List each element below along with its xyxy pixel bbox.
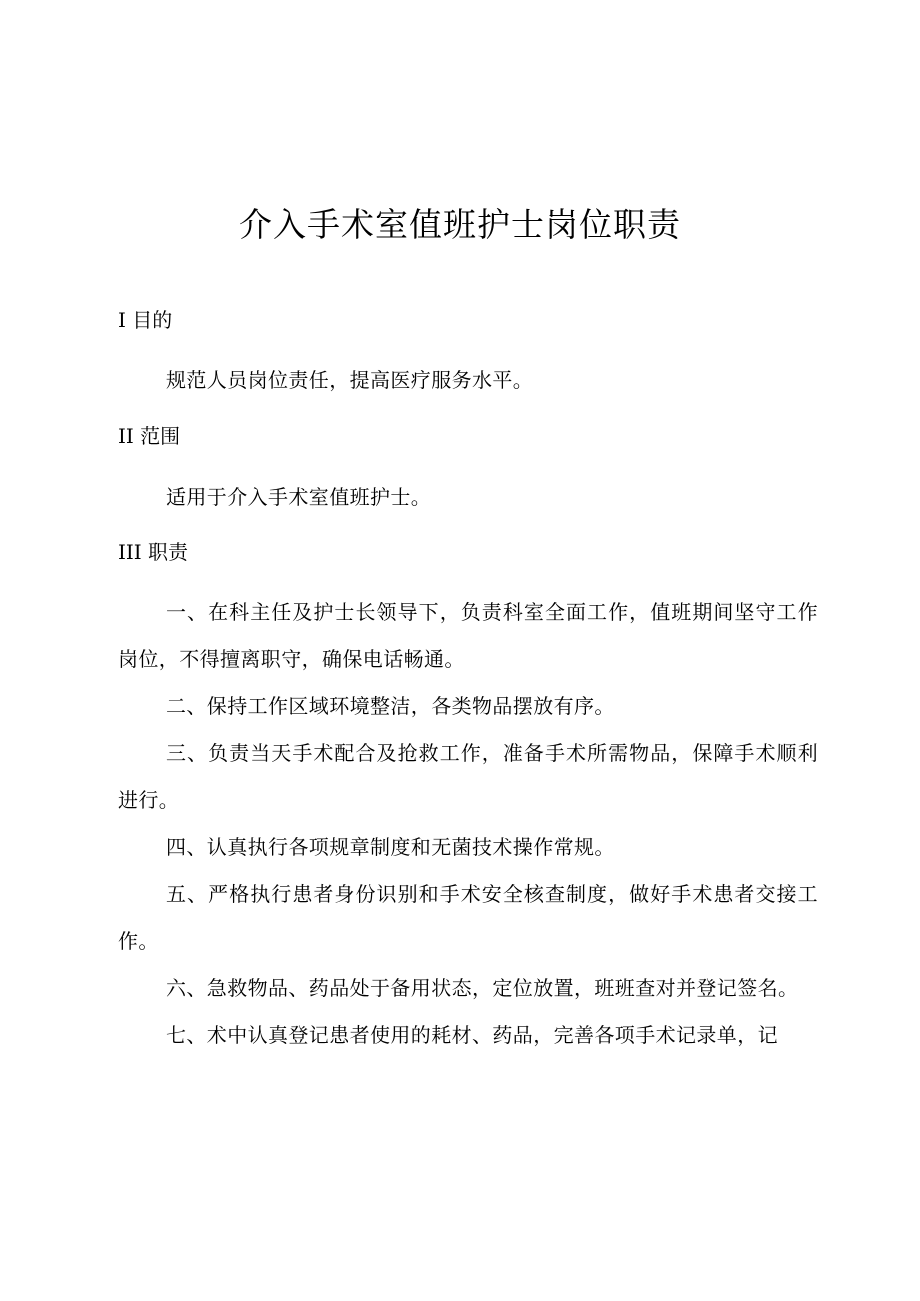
- scope-paragraph: 适用于介入手术室值班护士。: [166, 485, 432, 509]
- duty-item-5: 五、严格执行患者身份识别和手术安全核查制度，做好手术患者交接工作。: [118, 882, 818, 953]
- document-title: 介入手术室值班护士岗位职责: [239, 205, 681, 244]
- duty-item-6: 六、急救物品、药品处于备用状态，定位放置，班班查对并登记签名。: [166, 976, 799, 1000]
- section-heading-scope: II 范围: [118, 424, 181, 448]
- duty-item-2: 二、保持工作区域环境整洁，各类物品摆放有序。: [166, 694, 615, 718]
- purpose-paragraph: 规范人员岗位责任，提高医疗服务水平。: [166, 368, 534, 392]
- duty-item-4: 四、认真执行各项规章制度和无菌技术操作常规。: [166, 835, 615, 859]
- duty-item-3: 三、负责当天手术配合及抢救工作，准备手术所需物品，保障手术顺利进行。: [118, 741, 818, 812]
- section-heading-duties: III 职责: [118, 540, 189, 564]
- duty-item-7: 七、术中认真登记患者使用的耗材、药品，完善各项手术记录单，记: [166, 1023, 778, 1047]
- section-heading-purpose: I 目的: [118, 308, 173, 332]
- duty-item-1: 一、在科主任及护士长领导下，负责科室全面工作，值班期间坚守工作岗位，不得擅离职守，确保电话畅通。: [118, 600, 818, 671]
